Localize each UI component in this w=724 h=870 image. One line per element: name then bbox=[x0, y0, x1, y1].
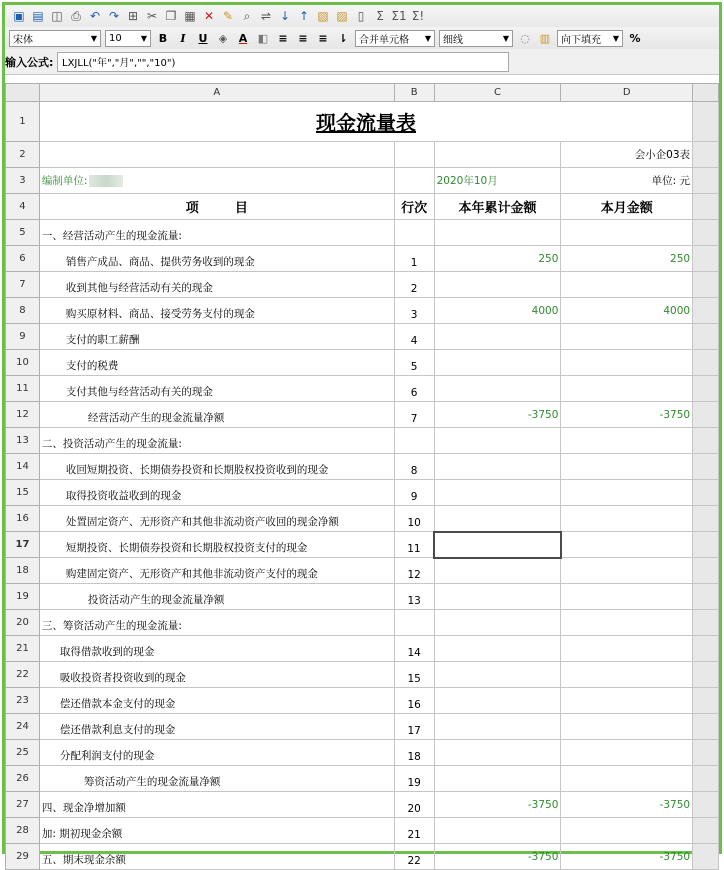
row-header[interactable]: 28 bbox=[6, 818, 40, 844]
gray-margin bbox=[693, 766, 719, 792]
save-as-icon[interactable]: ▤ bbox=[32, 9, 44, 23]
sum-icon[interactable]: Σ bbox=[376, 9, 384, 23]
month-amount-cell[interactable]: -3750 bbox=[561, 844, 693, 870]
month-amount-cell[interactable] bbox=[561, 220, 693, 246]
grid-icon[interactable]: ⊞ bbox=[127, 9, 139, 23]
copy-icon[interactable]: ❐ bbox=[165, 9, 177, 23]
index-cell[interactable]: 6 bbox=[394, 376, 434, 402]
ytd-amount-cell[interactable] bbox=[434, 584, 561, 610]
table-row bbox=[6, 376, 719, 402]
row-header[interactable]: 1 bbox=[6, 102, 40, 142]
border-style-value: 细线 bbox=[443, 34, 463, 46]
item-cell[interactable]: 投资活动产生的现金流量净额 bbox=[39, 584, 394, 610]
column-header-row bbox=[6, 84, 719, 102]
index-cell[interactable]: 11 bbox=[394, 532, 434, 558]
index-cell[interactable]: 1 bbox=[394, 246, 434, 272]
item-cell[interactable]: 收回短期投资、长期债券投资和长期股权投资收到的现金 bbox=[39, 454, 394, 480]
row-header[interactable]: 17 bbox=[6, 532, 40, 558]
chevron-down-icon: ▼ bbox=[612, 33, 619, 43]
month-amount-cell[interactable] bbox=[561, 636, 693, 662]
ytd-amount-cell[interactable] bbox=[434, 610, 561, 636]
gray-margin bbox=[693, 142, 719, 168]
row-header[interactable]: 26 bbox=[6, 766, 40, 792]
gray-margin bbox=[693, 480, 719, 506]
row-header[interactable]: 6 bbox=[6, 246, 40, 272]
gray-margin bbox=[693, 532, 719, 558]
replace-icon[interactable]: ⇌ bbox=[260, 9, 272, 23]
month-amount-cell[interactable] bbox=[561, 662, 693, 688]
gray-margin bbox=[693, 350, 719, 376]
item-cell[interactable]: 分配利润支付的现金 bbox=[39, 740, 394, 766]
item-cell[interactable]: 支付的职工薪酬 bbox=[39, 324, 394, 350]
month-amount-cell[interactable] bbox=[561, 480, 693, 506]
align-center-icon[interactable]: ≡ bbox=[298, 31, 308, 45]
cut-icon[interactable]: ✂ bbox=[146, 9, 158, 23]
format-icon[interactable]: ▥ bbox=[539, 31, 551, 45]
form-code-row bbox=[6, 142, 719, 168]
header-ytd[interactable]: 本年累计金额 bbox=[434, 194, 561, 220]
fill-down-value: 向下填充 bbox=[561, 34, 601, 46]
index-cell[interactable]: 3 bbox=[394, 298, 434, 324]
ytd-amount-cell[interactable] bbox=[434, 454, 561, 480]
font-size-select[interactable] bbox=[105, 30, 151, 47]
font-size-value: 10 bbox=[109, 32, 122, 44]
ytd-amount-cell[interactable] bbox=[434, 220, 561, 246]
index-cell[interactable] bbox=[394, 220, 434, 246]
font-name-value: 宋体 bbox=[13, 34, 33, 46]
index-cell[interactable]: 12 bbox=[394, 558, 434, 584]
index-cell[interactable]: 18 bbox=[394, 740, 434, 766]
row-header[interactable]: 20 bbox=[6, 610, 40, 636]
index-cell[interactable]: 5 bbox=[394, 350, 434, 376]
ytd-amount-cell[interactable]: -3750 bbox=[434, 402, 561, 428]
print-icon[interactable]: ⎙ bbox=[71, 9, 81, 23]
month-amount-cell[interactable]: -3750 bbox=[561, 792, 693, 818]
item-cell[interactable]: 四、现金净增加额 bbox=[39, 792, 394, 818]
fill-color-icon[interactable]: ◈ bbox=[218, 31, 228, 45]
item-cell[interactable]: 收到其他与经营活动有关的现金 bbox=[39, 272, 394, 298]
cell[interactable] bbox=[394, 142, 434, 168]
row-header[interactable]: 21 bbox=[6, 636, 40, 662]
find-icon[interactable]: ⌕ bbox=[243, 9, 251, 23]
cell[interactable] bbox=[394, 168, 434, 194]
table-row bbox=[6, 688, 719, 714]
table-row bbox=[6, 454, 719, 480]
format-toolbar bbox=[5, 27, 719, 49]
index-cell[interactable]: 8 bbox=[394, 454, 434, 480]
select-all-corner[interactable] bbox=[6, 84, 40, 102]
table-row bbox=[6, 662, 719, 688]
column-header-b[interactable]: B bbox=[394, 84, 434, 102]
row-header[interactable]: 9 bbox=[6, 324, 40, 350]
delete-icon[interactable]: ✕ bbox=[203, 9, 215, 23]
item-cell[interactable]: 短期投资、长期债券投资和长期股权投资支付的现金 bbox=[39, 532, 394, 558]
redo-icon[interactable]: ↷ bbox=[108, 9, 120, 23]
row-header[interactable]: 2 bbox=[6, 142, 40, 168]
row-header[interactable]: 18 bbox=[6, 558, 40, 584]
chevron-down-icon: ▼ bbox=[502, 33, 509, 43]
index-cell[interactable] bbox=[394, 428, 434, 454]
ytd-amount-cell[interactable] bbox=[434, 558, 561, 584]
brush-icon[interactable]: ✎ bbox=[222, 9, 234, 23]
month-amount-cell[interactable] bbox=[561, 324, 693, 350]
table-row bbox=[6, 792, 719, 818]
redacted-unit-name bbox=[89, 175, 123, 187]
index-cell[interactable]: 20 bbox=[394, 792, 434, 818]
row-header[interactable]: 22 bbox=[6, 662, 40, 688]
ytd-amount-cell[interactable] bbox=[434, 740, 561, 766]
table-row bbox=[6, 428, 719, 454]
ytd-amount-cell[interactable] bbox=[434, 636, 561, 662]
sum-row-icon[interactable]: Σ1 bbox=[391, 9, 407, 23]
month-amount-cell[interactable] bbox=[561, 818, 693, 844]
gray-margin bbox=[693, 636, 719, 662]
month-amount-cell[interactable] bbox=[561, 532, 693, 558]
gray-margin bbox=[693, 610, 719, 636]
formula-bar bbox=[5, 49, 719, 75]
index-cell[interactable]: 15 bbox=[394, 662, 434, 688]
index-cell[interactable]: 16 bbox=[394, 688, 434, 714]
ytd-amount-cell[interactable] bbox=[434, 324, 561, 350]
preparing-unit-label: 编制单位: bbox=[41, 175, 88, 187]
table-row bbox=[6, 714, 719, 740]
item-cell[interactable]: 取得借款收到的现金 bbox=[39, 636, 394, 662]
ytd-amount-cell[interactable]: -3750 bbox=[434, 792, 561, 818]
fill-down-select[interactable] bbox=[557, 30, 623, 47]
month-amount-cell[interactable] bbox=[561, 610, 693, 636]
standard-toolbar bbox=[5, 5, 719, 27]
percent-button[interactable]: % bbox=[629, 31, 641, 45]
font-color-icon[interactable]: A bbox=[238, 31, 248, 45]
column-header-empty bbox=[693, 84, 719, 102]
border-icon[interactable]: ◧ bbox=[257, 31, 269, 45]
row-header[interactable]: 19 bbox=[6, 584, 40, 610]
ytd-amount-cell[interactable]: 250 bbox=[434, 246, 561, 272]
gray-margin bbox=[693, 194, 719, 220]
font-name-select[interactable] bbox=[9, 30, 101, 47]
preparing-unit-cell[interactable] bbox=[39, 168, 394, 194]
gray-margin bbox=[693, 298, 719, 324]
chevron-down-icon: ▼ bbox=[90, 33, 97, 43]
gray-margin bbox=[693, 740, 719, 766]
sum-all-icon[interactable]: Σ! bbox=[411, 9, 425, 23]
sheet-grid bbox=[5, 83, 719, 870]
table-row bbox=[6, 740, 719, 766]
ytd-amount-cell[interactable] bbox=[434, 818, 561, 844]
header-item[interactable]: 项 目 bbox=[39, 194, 394, 220]
ytd-amount-cell[interactable] bbox=[434, 272, 561, 298]
gray-margin bbox=[693, 506, 719, 532]
row-header[interactable]: 8 bbox=[6, 298, 40, 324]
gray-margin bbox=[693, 454, 719, 480]
ytd-amount-cell[interactable] bbox=[434, 480, 561, 506]
item-cell[interactable]: 购买原材料、商品、接受劳务支付的现金 bbox=[39, 298, 394, 324]
sort-descending-icon[interactable]: ↑ bbox=[298, 9, 310, 23]
sort-ascending-icon[interactable]: ↓ bbox=[279, 9, 291, 23]
ytd-amount-cell[interactable] bbox=[434, 532, 561, 558]
month-amount-cell[interactable] bbox=[561, 714, 693, 740]
table-row bbox=[6, 584, 719, 610]
column-header-a[interactable]: A bbox=[39, 84, 394, 102]
ytd-amount-cell[interactable] bbox=[434, 376, 561, 402]
row-header[interactable]: 29 bbox=[6, 844, 40, 870]
clear-icon[interactable]: ◌ bbox=[520, 31, 530, 45]
item-cell[interactable]: 处置固定资产、无形资产和其他非流动资产收回的现金净额 bbox=[39, 506, 394, 532]
table-row bbox=[6, 246, 719, 272]
row-header[interactable]: 14 bbox=[6, 454, 40, 480]
undo-icon[interactable]: ↶ bbox=[89, 9, 101, 23]
ytd-amount-cell[interactable] bbox=[434, 350, 561, 376]
wrap-icon[interactable]: ⇂ bbox=[338, 31, 348, 45]
bold-button[interactable]: B bbox=[158, 31, 168, 45]
column-header-c[interactable]: C bbox=[434, 84, 561, 102]
item-cell[interactable]: 五、期末现金余额 bbox=[39, 844, 394, 870]
month-amount-cell[interactable] bbox=[561, 766, 693, 792]
row-header[interactable]: 3 bbox=[6, 168, 40, 194]
table-row bbox=[6, 298, 719, 324]
item-cell[interactable]: 加: 期初现金余额 bbox=[39, 818, 394, 844]
index-cell[interactable]: 10 bbox=[394, 506, 434, 532]
border-style-select[interactable] bbox=[439, 30, 513, 47]
app-window bbox=[2, 2, 722, 867]
gray-margin bbox=[693, 220, 719, 246]
formula-label: 输入公式: bbox=[5, 55, 54, 69]
item-cell[interactable]: 吸收投资者投资收到的现金 bbox=[39, 662, 394, 688]
gray-margin bbox=[693, 272, 719, 298]
row-header[interactable]: 16 bbox=[6, 506, 40, 532]
table-row bbox=[6, 402, 719, 428]
month-amount-cell[interactable] bbox=[561, 584, 693, 610]
row-header[interactable]: 5 bbox=[6, 220, 40, 246]
ytd-amount-cell[interactable]: -3750 bbox=[434, 844, 561, 870]
index-cell[interactable] bbox=[394, 610, 434, 636]
ytd-amount-cell[interactable] bbox=[434, 662, 561, 688]
row-header[interactable]: 23 bbox=[6, 688, 40, 714]
align-left-icon[interactable]: ≡ bbox=[278, 31, 288, 45]
item-cell[interactable]: 偿还借款利息支付的现金 bbox=[39, 714, 394, 740]
sheet-title[interactable]: 现金流量表 bbox=[39, 102, 692, 142]
gray-margin bbox=[693, 844, 719, 870]
row-header[interactable]: 10 bbox=[6, 350, 40, 376]
italic-button[interactable]: I bbox=[180, 31, 186, 45]
currency-unit[interactable]: 单位: 元 bbox=[561, 168, 693, 194]
table-row bbox=[6, 610, 719, 636]
gray-margin bbox=[693, 324, 719, 350]
index-cell[interactable]: 13 bbox=[394, 584, 434, 610]
item-cell[interactable]: 一、经营活动产生的现金流量: bbox=[39, 220, 394, 246]
gray-margin bbox=[693, 246, 719, 272]
table-header-row bbox=[6, 194, 719, 220]
paste-icon[interactable]: ▦ bbox=[184, 9, 196, 23]
row-header[interactable]: 27 bbox=[6, 792, 40, 818]
item-cell[interactable]: 支付的税费 bbox=[39, 350, 394, 376]
print-preview-icon[interactable]: ◫ bbox=[51, 9, 63, 23]
month-amount-cell[interactable] bbox=[561, 428, 693, 454]
month-amount-cell[interactable] bbox=[561, 740, 693, 766]
item-cell[interactable]: 经营活动产生的现金流量净额 bbox=[39, 402, 394, 428]
ytd-amount-cell[interactable] bbox=[434, 506, 561, 532]
month-amount-cell[interactable]: -3750 bbox=[561, 402, 693, 428]
merge-value: 合并单元格 bbox=[359, 34, 409, 46]
column-header-d[interactable]: D bbox=[561, 84, 693, 102]
item-cell[interactable]: 支付其他与经营活动有关的现金 bbox=[39, 376, 394, 402]
gray-margin bbox=[693, 818, 719, 844]
gray-margin bbox=[693, 662, 719, 688]
unit-row bbox=[6, 168, 719, 194]
table-row bbox=[6, 532, 719, 558]
merge-select[interactable] bbox=[355, 30, 435, 47]
row-header[interactable]: 15 bbox=[6, 480, 40, 506]
index-cell[interactable]: 9 bbox=[394, 480, 434, 506]
table-row bbox=[6, 844, 719, 870]
gray-margin bbox=[693, 376, 719, 402]
underline-button[interactable]: U bbox=[198, 31, 208, 45]
item-cell[interactable]: 购建固定资产、无形资产和其他非流动资产支付的现金 bbox=[39, 558, 394, 584]
row-header[interactable]: 7 bbox=[6, 272, 40, 298]
month-amount-cell[interactable] bbox=[561, 688, 693, 714]
month-amount-cell[interactable] bbox=[561, 272, 693, 298]
item-cell[interactable]: 三、筹资活动产生的现金流量: bbox=[39, 610, 394, 636]
item-cell[interactable]: 取得投资收益收到的现金 bbox=[39, 480, 394, 506]
item-cell[interactable]: 二、投资活动产生的现金流量: bbox=[39, 428, 394, 454]
table-row bbox=[6, 324, 719, 350]
header-month[interactable]: 本月金额 bbox=[561, 194, 693, 220]
table-row bbox=[6, 350, 719, 376]
row-header[interactable]: 25 bbox=[6, 740, 40, 766]
gray-margin bbox=[693, 168, 719, 194]
month-amount-cell[interactable] bbox=[561, 506, 693, 532]
index-cell[interactable]: 4 bbox=[394, 324, 434, 350]
row-header[interactable]: 4 bbox=[6, 194, 40, 220]
cell[interactable] bbox=[434, 142, 561, 168]
data-rows bbox=[6, 220, 719, 870]
table-row bbox=[6, 480, 719, 506]
chevron-down-icon: ▼ bbox=[424, 33, 431, 43]
table-row bbox=[6, 272, 719, 298]
index-cell[interactable]: 21 bbox=[394, 818, 434, 844]
table-row bbox=[6, 766, 719, 792]
gray-margin bbox=[693, 584, 719, 610]
chevron-down-icon: ▼ bbox=[140, 33, 147, 43]
row-header[interactable]: 11 bbox=[6, 376, 40, 402]
header-index[interactable]: 行次 bbox=[394, 194, 434, 220]
index-cell[interactable]: 7 bbox=[394, 402, 434, 428]
month-amount-cell[interactable]: 250 bbox=[561, 246, 693, 272]
index-cell[interactable]: 2 bbox=[394, 272, 434, 298]
ytd-amount-cell[interactable] bbox=[434, 688, 561, 714]
title-row bbox=[6, 102, 719, 142]
item-cell[interactable]: 销售产成品、商品、提供劳务收到的现金 bbox=[39, 246, 394, 272]
gray-margin bbox=[693, 792, 719, 818]
row-header[interactable]: 13 bbox=[6, 428, 40, 454]
month-amount-cell[interactable] bbox=[561, 376, 693, 402]
align-right-icon[interactable]: ≡ bbox=[318, 31, 328, 45]
report-period[interactable]: 2020年10月 bbox=[434, 168, 561, 194]
month-amount-cell[interactable] bbox=[561, 350, 693, 376]
row-header[interactable]: 24 bbox=[6, 714, 40, 740]
month-amount-cell[interactable] bbox=[561, 558, 693, 584]
month-amount-cell[interactable] bbox=[561, 454, 693, 480]
item-cell[interactable]: 筹资活动产生的现金流量净额 bbox=[39, 766, 394, 792]
index-cell[interactable]: 22 bbox=[394, 844, 434, 870]
table-row bbox=[6, 636, 719, 662]
gray-margin bbox=[693, 688, 719, 714]
gray-margin bbox=[693, 714, 719, 740]
save-icon[interactable]: ▣ bbox=[13, 9, 25, 23]
index-cell[interactable]: 14 bbox=[394, 636, 434, 662]
gray-margin bbox=[693, 102, 719, 142]
ytd-amount-cell[interactable] bbox=[434, 428, 561, 454]
ytd-amount-cell[interactable]: 4000 bbox=[434, 298, 561, 324]
table-row bbox=[6, 818, 719, 844]
gray-margin bbox=[693, 558, 719, 584]
table-row bbox=[6, 558, 719, 584]
row-header[interactable]: 12 bbox=[6, 402, 40, 428]
document-icon[interactable]: ▯ bbox=[357, 9, 365, 23]
gray-margin bbox=[693, 402, 719, 428]
gray-margin bbox=[693, 428, 719, 454]
ytd-amount-cell[interactable] bbox=[434, 766, 561, 792]
paste-format-icon[interactable]: ▨ bbox=[336, 9, 348, 23]
month-amount-cell[interactable]: 4000 bbox=[561, 298, 693, 324]
cell[interactable] bbox=[39, 142, 394, 168]
index-cell[interactable]: 17 bbox=[394, 714, 434, 740]
table-row bbox=[6, 220, 719, 246]
item-cell[interactable]: 偿还借款本金支付的现金 bbox=[39, 688, 394, 714]
formula-input[interactable]: LXJLL("年","月","","10") bbox=[57, 52, 509, 72]
ytd-amount-cell[interactable] bbox=[434, 714, 561, 740]
form-code[interactable]: 会小企03表 bbox=[561, 142, 693, 168]
paste-special-icon[interactable]: ▧ bbox=[317, 9, 329, 23]
spreadsheet bbox=[5, 83, 719, 870]
table-row bbox=[6, 506, 719, 532]
index-cell[interactable]: 19 bbox=[394, 766, 434, 792]
